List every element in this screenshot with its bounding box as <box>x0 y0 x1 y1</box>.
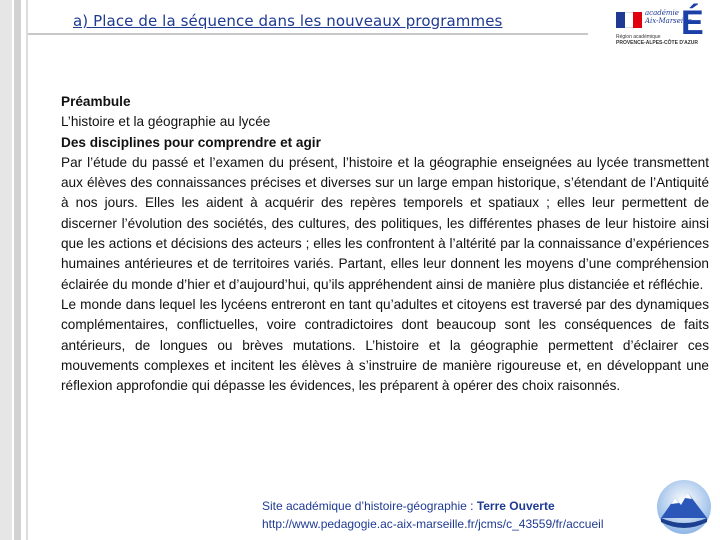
mountain-logo-icon <box>655 478 713 536</box>
footer-url-link[interactable]: http://www.pedagogie.ac-aix-marseille.fr/jcms/c_43559/fr/accueil <box>262 517 604 531</box>
academy-e-mark: É <box>681 4 704 42</box>
academy-name: académie Aix-Marseille <box>645 9 692 25</box>
heading-section: Des disciplines pour comprendre et agir <box>61 134 321 150</box>
french-flag-icon <box>616 12 642 28</box>
heading-subtitle: L’histoire et la géographie au lycée <box>61 114 271 130</box>
left-decor-line <box>26 0 28 540</box>
left-decor-bar-inner <box>14 0 21 540</box>
title-underline-rule <box>28 33 588 35</box>
document-body <box>61 92 709 396</box>
academy-logo <box>614 3 710 53</box>
footer-prefix: Site académique d’histoire-géographie : <box>262 499 477 513</box>
footer-credit <box>262 497 603 533</box>
paragraph-2: Le monde dans lequel les lycéens entreront en tant qu’adultes et citoyens est traversé par des dynamiques complémentaires, conflictuelles, voire contradictoires dont beaucoup sont les conséquences de faits antérieurs, de longues ou brèves mutations. L’histoire et la géographie permettent d’éclairer ces mouvements complexes et incitent les élèves à s’instruire de manière rigoureuse et, en développant une réflexion approfondie qui dépasse les évidences, les préparent à opérer des choix raisonnés. <box>61 296 709 394</box>
paragraph-1: Par l’étude du passé et l’examen du présent, l’histoire et la géographie enseignées au lycée transmettent aux élèves des connaissances précises et diverses sur un large empan historique, s’étendant de l’Antiquité à nos jours. Elles les aident à acquérir des repères temporels et spatiaux ; elles leur permettent de discerner l’évolution des sociétés, des cultures, des politiques, les différentes phases de leur histoire ainsi que les actions et décisions des acteurs ; elles les confrontent à l’altérité par la connaissance d’expériences humaines antérieures et de territoires variés. Partant, elles leur donnent les moyens d’une compréhension éclairée du monde d’hier et d’aujourd’hui, qu’ils appréhendent ainsi de manière plus distanciée et réfléchie. <box>61 154 709 292</box>
heading-preambule: Préambule <box>61 94 131 109</box>
slide-title: a) Place de la séquence dans les nouveaux programmes <box>73 12 503 30</box>
academy-region: Région académique PROVENCE-ALPES-CÔTE D'AZUR <box>616 34 699 46</box>
left-decor-bar <box>0 0 12 540</box>
footer-site-name: Terre Ouverte <box>476 499 555 513</box>
